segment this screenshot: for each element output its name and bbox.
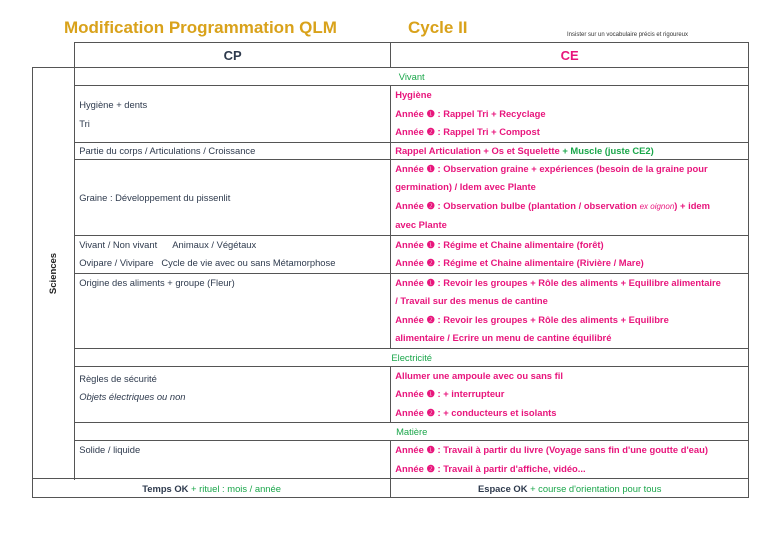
column-header-cp: CP <box>75 43 391 68</box>
ce-line: Année ❷ : Régime et Chaine alimentaire (Rivière / Mare) <box>395 257 644 268</box>
table-row <box>33 235 749 273</box>
cp-line: Hygiène + dents <box>79 98 148 110</box>
ce-line: germination) / Idem avec Plante <box>395 181 536 192</box>
table-row <box>33 273 749 348</box>
ce-cell <box>391 441 749 479</box>
ce-line: Année ❷ : Travail à partir d'affiche, vidéo... <box>395 462 586 474</box>
ce-line: / Travail sur des menus de cantine <box>395 295 548 306</box>
cp-line: Tri <box>79 117 90 129</box>
footer-right-extra: + course d'orientation pour tous <box>527 482 662 494</box>
cp-cell: Origine des aliments + groupe (Fleur) <box>75 273 391 348</box>
ce-line: Année ❶ : Revoir les groupes + Rôle des aliments + Equilibre alimentaire <box>395 276 721 288</box>
ce-line: alimentaire / Ecrire un menu de cantine équilibré <box>395 332 612 343</box>
cp-line: Ovipare / Vivipare Cycle de vie avec ou sans Métamorphose <box>79 257 336 268</box>
footer-left-extra: + rituel : mois / année <box>188 482 281 494</box>
ce-line: Année ❶ : Travail à partir du livre (Voyage sans fin d'une goutte d'eau) <box>395 444 708 455</box>
footer-row <box>33 479 749 498</box>
cp-line: Objets électriques ou non <box>79 390 186 402</box>
ce-line: Année ❷ : Rappel Tri + Compost <box>395 126 540 137</box>
ce-cell <box>391 235 749 273</box>
cp-cell <box>75 86 391 143</box>
ce-cell <box>391 159 749 235</box>
ce-text: ) + idem <box>674 199 710 211</box>
table-row <box>33 142 749 159</box>
cp-line: Vivant / Non vivant Animaux / Végétaux <box>79 238 257 250</box>
ce-line: Année ❶ : Rappel Tri + Recyclage <box>395 107 546 119</box>
table-row <box>33 86 749 143</box>
section-electricite: Electricité <box>75 348 749 366</box>
column-header-ce: CE <box>391 43 749 68</box>
section-matiere: Matière <box>75 423 749 441</box>
ce-line: Allumer une ampoule avec ou sans fil <box>395 369 563 381</box>
table-row <box>33 366 749 423</box>
ce-line: avec Plante <box>395 219 447 230</box>
table-row <box>33 441 749 479</box>
ce-line: Année ❶ : Régime et Chaine alimentaire (forêt) <box>395 238 604 250</box>
ce-cell <box>391 366 749 423</box>
ce-cell <box>391 273 749 348</box>
ce-cell <box>391 86 749 143</box>
page-title: Modification Programmation QLM <box>64 18 337 37</box>
ce-line: Hygiène <box>395 89 432 100</box>
cp-cell: Partie du corps / Articulations / Croissance <box>75 142 391 159</box>
ce-text-italic: ex oignon <box>639 201 675 211</box>
cp-cell <box>75 366 391 423</box>
programmation-table <box>32 42 749 498</box>
cp-cell: Solide / liquide <box>75 441 391 479</box>
footer-left <box>33 479 391 498</box>
footer-right <box>391 479 749 498</box>
section-vivant: Vivant <box>75 68 749 86</box>
cp-cell: Graine : Développement du pissenlit <box>75 159 391 235</box>
ce-line: Année ❷ : + conducteurs et isolants <box>395 406 557 418</box>
ce-line <box>395 197 744 217</box>
ce-line: Année ❶ : Observation graine + expériences (besoin de la graine pour <box>395 162 708 174</box>
ce-line: Année ❷ : Revoir les groupes + Rôle des aliments + Equilibre <box>395 313 669 325</box>
ce-text: Année ❷ : Observation bulbe (plantation / observation <box>395 199 640 211</box>
column-header-row <box>33 43 749 68</box>
cycle-label: Cycle II <box>408 18 468 37</box>
ce-cell <box>391 142 749 159</box>
ce-text-extra: + Muscle (juste CE2) <box>559 145 654 156</box>
header-note: Insister sur un vocabulaire précis et rigoureux <box>567 32 689 38</box>
footer-right-main: Espace OK <box>477 482 528 494</box>
side-label-cell <box>33 68 75 479</box>
footer-left-main: Temps OK <box>142 482 189 494</box>
ce-text: Rappel Articulation + Os et Squelette <box>395 145 560 156</box>
cp-cell <box>75 235 391 273</box>
ce-line: Année ❶ : + interrupteur <box>395 388 505 399</box>
side-label: Sciences <box>48 252 60 295</box>
table-row <box>33 159 749 235</box>
cp-line: Règles de sécurité <box>79 372 157 384</box>
header-spacer <box>33 43 75 68</box>
